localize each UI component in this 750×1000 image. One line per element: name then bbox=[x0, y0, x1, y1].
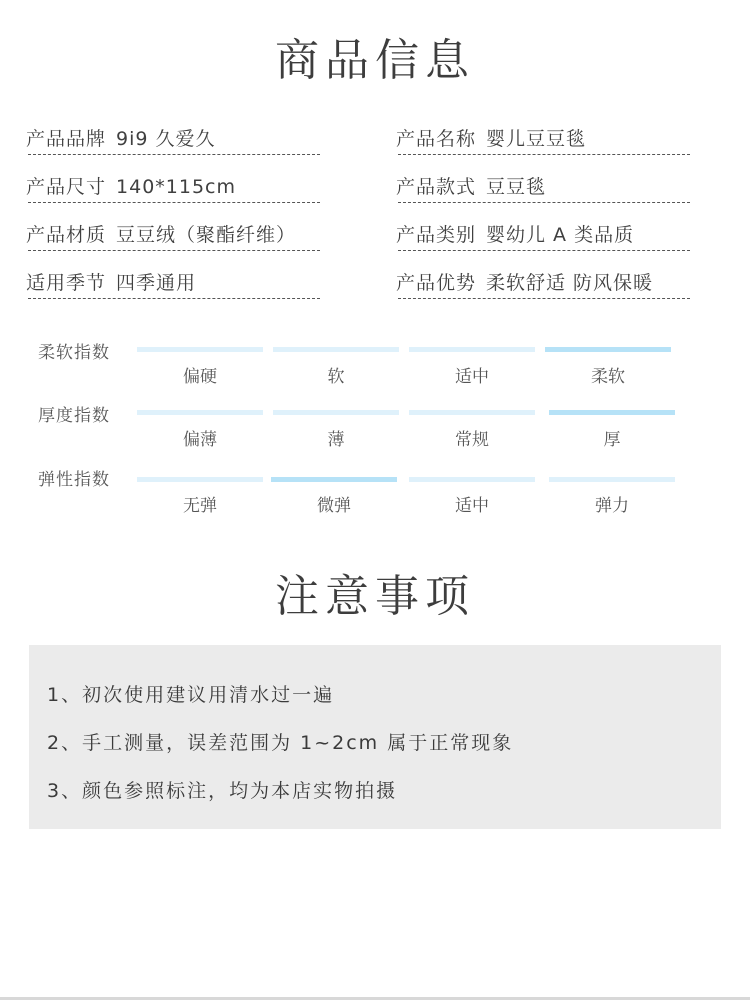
softness-bar-1 bbox=[137, 347, 263, 352]
info-size bbox=[26, 172, 236, 206]
info-material bbox=[26, 220, 296, 254]
softness-level: 适中 bbox=[455, 367, 489, 387]
thickness-bar-4 bbox=[549, 410, 675, 415]
info-value: 四季通用 bbox=[116, 272, 197, 294]
thickness-level: 厚 bbox=[603, 430, 621, 450]
notes-panel bbox=[29, 645, 721, 829]
thickness-level: 薄 bbox=[327, 430, 345, 450]
dashed-divider bbox=[28, 250, 320, 251]
dashed-divider bbox=[398, 202, 690, 203]
note-item: 2、手工测量，误差范围为 1~2cm 属于正常现象 bbox=[47, 732, 514, 754]
info-label: 产品类别 bbox=[396, 224, 477, 246]
thickness-bar-3 bbox=[409, 410, 535, 415]
thickness-level: 偏薄 bbox=[183, 430, 217, 450]
thickness-bar-1 bbox=[137, 410, 263, 415]
info-category bbox=[396, 220, 634, 254]
info-value: 豆豆毯 bbox=[486, 176, 547, 198]
softness-level: 柔软 bbox=[591, 367, 625, 387]
info-value: 柔软舒适 防风保暖 bbox=[486, 272, 654, 294]
thickness-level: 常规 bbox=[455, 430, 489, 450]
info-label: 适用季节 bbox=[26, 272, 107, 294]
dashed-divider bbox=[398, 250, 690, 251]
info-value: 9i9 久爱久 bbox=[116, 128, 216, 150]
info-label: 产品款式 bbox=[396, 176, 477, 198]
elasticity-level: 微弹 bbox=[317, 496, 351, 516]
softness-level: 偏硬 bbox=[183, 367, 217, 387]
thickness-index-label: 厚度指数 bbox=[38, 406, 110, 426]
elasticity-bar-1 bbox=[137, 477, 263, 482]
elasticity-bar-3 bbox=[409, 477, 535, 482]
elasticity-level: 无弹 bbox=[183, 496, 217, 516]
notes-title: 注意事项 bbox=[275, 571, 475, 622]
softness-index-label: 柔软指数 bbox=[38, 343, 110, 363]
dashed-divider bbox=[28, 154, 320, 155]
info-label: 产品材质 bbox=[26, 224, 107, 246]
softness-bar-4 bbox=[545, 347, 671, 352]
elasticity-level: 弹力 bbox=[595, 496, 629, 516]
product-info-title: 商品信息 bbox=[275, 35, 475, 86]
softness-bar-3 bbox=[409, 347, 535, 352]
info-label: 产品优势 bbox=[396, 272, 477, 294]
info-value: 豆豆绒（聚酯纤维） bbox=[116, 224, 297, 246]
dashed-divider bbox=[398, 154, 690, 155]
thickness-bar-2 bbox=[273, 410, 399, 415]
dashed-divider bbox=[398, 298, 690, 299]
elasticity-level: 适中 bbox=[455, 496, 489, 516]
note-item: 1、初次使用建议用清水过一遍 bbox=[47, 684, 335, 706]
info-brand bbox=[26, 124, 216, 158]
elasticity-index-label: 弹性指数 bbox=[38, 470, 110, 490]
elasticity-bar-4 bbox=[549, 477, 675, 482]
softness-level: 软 bbox=[327, 367, 345, 387]
info-label: 产品品牌 bbox=[26, 128, 107, 150]
dashed-divider bbox=[28, 202, 320, 203]
info-value: 140*115cm bbox=[116, 176, 237, 198]
info-name bbox=[396, 124, 586, 158]
info-label: 产品尺寸 bbox=[26, 176, 107, 198]
elasticity-bar-2 bbox=[271, 477, 397, 482]
info-value: 婴儿豆豆毯 bbox=[486, 128, 587, 150]
note-item: 3、颜色参照标注，均为本店实物拍摄 bbox=[47, 780, 398, 802]
softness-bar-2 bbox=[273, 347, 399, 352]
info-advantage bbox=[396, 268, 653, 302]
info-label: 产品名称 bbox=[396, 128, 477, 150]
info-season bbox=[26, 268, 196, 302]
info-value: 婴幼儿 A 类品质 bbox=[486, 224, 635, 246]
dashed-divider bbox=[28, 298, 320, 299]
info-style bbox=[396, 172, 546, 206]
